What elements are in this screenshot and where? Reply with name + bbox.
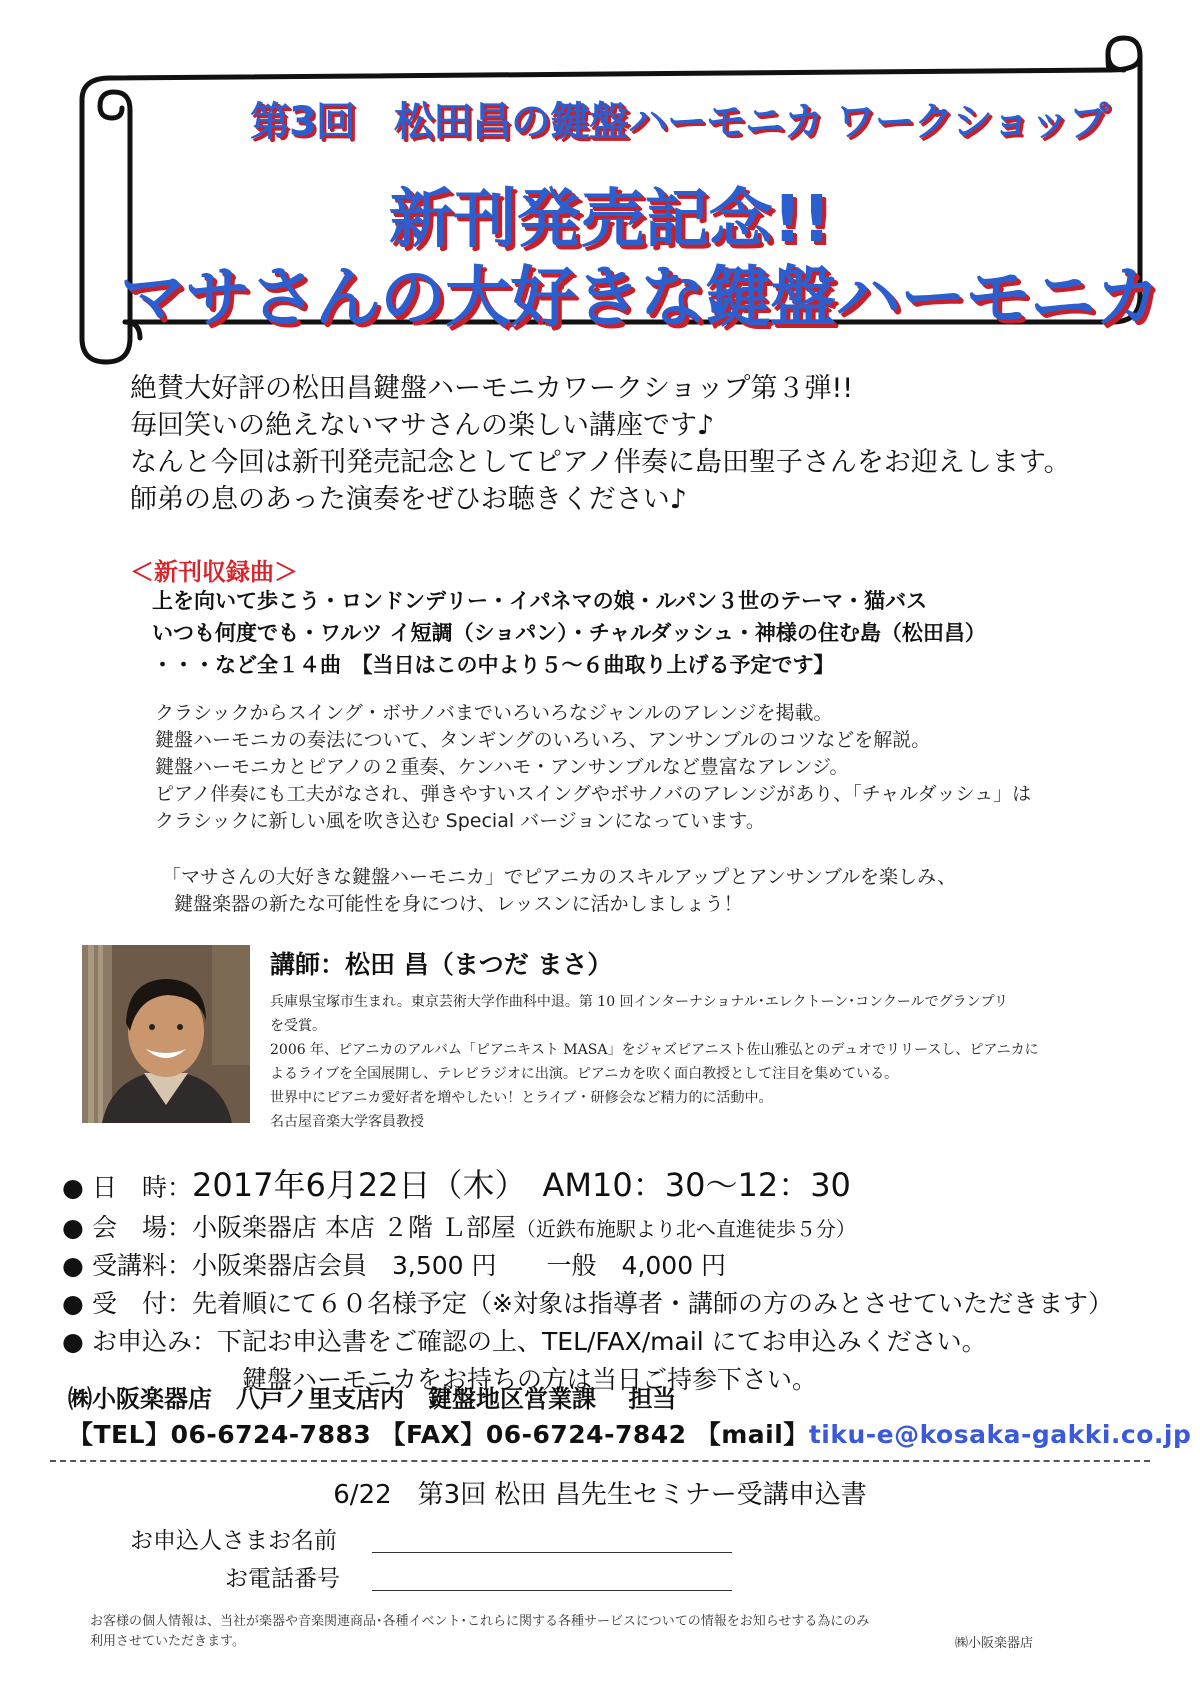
phone-field[interactable] [372, 1590, 732, 1591]
venue-label: 会 場： [92, 1213, 193, 1242]
headline-line1: 新刊発売記念!! [388, 183, 832, 257]
tel-number: 06-6724-7883 [170, 1420, 372, 1449]
lecturer-title: 講師：松田 昌（まつだ まさ） [270, 950, 613, 979]
song-line: 上を向いて歩こう・ロンドンデリー・イパネマの娘・ルパン３世のテーマ・猫バス [152, 589, 928, 613]
bio-line: 兵庫県宝塚市生まれ。東京芸術大学作曲科中退。第 10 回インターナショナル･エレクトーン･コンクールでグランプリ [270, 994, 1009, 1010]
intro-line: 毎回笑いの絶えないマサさんの楽しい講座です♪ [130, 410, 715, 441]
description-line: クラシックに新しい風を吹き込む Special バージョンになっています。 [155, 810, 765, 832]
info-date-row [62, 1160, 851, 1204]
intro-text [130, 370, 1130, 518]
summary-text [162, 864, 1162, 918]
mail-address: tiku-e@kosaka-gakki.co.jp [808, 1420, 1192, 1449]
fax-number: 06-6724-7842 [485, 1420, 687, 1449]
fee-label: 受講料： [92, 1251, 193, 1280]
description-line: 鍵盤ハーモニカとピアノの２重奏、ケンハモ・アンサンブルなど豊富なアレンジ。 [155, 756, 849, 778]
bio-line: 世界中にピアニカ愛好者を増やしたい！とライブ・研修会など精力的に活動中。 [270, 1090, 773, 1106]
info-reception-row [62, 1284, 1113, 1320]
mail-label: 【mail】 [695, 1420, 809, 1449]
bullet: ● [62, 1213, 84, 1242]
bullet: ● [62, 1251, 84, 1280]
application-form-title: 6/22 第3回 松田 昌先生セミナー受講申込書 [333, 1480, 867, 1510]
intro-line: なんと今回は新刊発売記念としてピアノ伴奏に島田聖子さんをお迎えします。 [130, 447, 1071, 478]
bio-line: を受賞。 [270, 1018, 326, 1034]
song-line: いつも何度でも・ワルツ イ短調（ショパン）・チャルダッシュ・神様の住む島（松田昌） [152, 621, 986, 645]
name-field[interactable] [372, 1552, 732, 1553]
workshop-subtitle: 第3回 松田昌の鍵盤ハーモニカ ワークショップ [250, 99, 1108, 145]
bullet: ● [62, 1173, 84, 1202]
bio-line: よるライブを全国展開し、テレビラジオに出演。ピアニカを吹く面白教授として注目を集めている。 [270, 1066, 899, 1082]
privacy-line: 利用させていただきます。 [90, 1634, 245, 1649]
venue-value: 小阪楽器店 本店 ２階 Ｌ部屋 [192, 1213, 516, 1242]
description-line: ピアノ伴奏にも工夫がなされ、弾きやすいスイングやボサノバのアレンジがあり、「チャルダッシュ」は [155, 783, 1032, 805]
tel-label: 【TEL】 [68, 1420, 171, 1449]
date-value: 2017年6月22日（木） AM10：30～12：30 [192, 1166, 851, 1204]
fee-value: 小阪楽器店会員 3,500 円 一般 4,000 円 [192, 1251, 727, 1280]
description-line: 鍵盤ハーモニカの奏法について、タンギングのいろいろ、アンサンブルのコツなどを解説。 [155, 729, 931, 751]
phone-label: お電話番号 [225, 1566, 340, 1592]
book-description [155, 700, 1165, 835]
privacy-line: お客様の個人情報は、当社が楽器や音楽関連商品･各種イベント･これらに関する各種サービスについての情報をお知らせする為にのみ [90, 1614, 870, 1629]
venue-note: （近鉄布施駅より北へ直進徒歩５分） [515, 1217, 856, 1241]
name-label: お申込人さまお名前 [130, 1528, 337, 1554]
apply-value: 下記お申込書をご確認の上、TEL/FAX/mail にてお申込みください。 [217, 1327, 987, 1356]
description-line: クラシックからスイング・ボサノバまでいろいろなジャンルのアレンジを掲載。 [155, 702, 833, 724]
songs-heading: ＜新刊収録曲＞ [130, 558, 298, 586]
bio-line: 名古屋音楽大学客員教授 [270, 1114, 424, 1130]
contact-department: ㈱小阪楽器店 八戸ノ里支店内 鍵盤地区営業課 担当 [68, 1385, 677, 1413]
reception-label: 受 付： [92, 1289, 193, 1318]
lecturer-photo [82, 945, 250, 1123]
info-fee-row [62, 1246, 726, 1282]
summary-line: 「マサさんの大好きな鍵盤ハーモニカ」でピアニカのスキルアップとアンサンブルを楽しみ、 [162, 866, 957, 888]
date-label: 日 時： [92, 1173, 193, 1202]
song-line: ・・・など全１４曲 【当日はこの中より５～６曲取り上げる予定です】 [152, 653, 835, 677]
company-name: ㈱小阪楽器店 [955, 1636, 1034, 1651]
bullet: ● [62, 1327, 84, 1356]
intro-line: 師弟の息のあった演奏をぜひお聴きください♪ [130, 484, 687, 515]
lecturer-bio [270, 990, 1150, 1134]
contact-details [68, 1415, 1191, 1451]
info-venue-row [62, 1208, 856, 1244]
summary-line: 鍵盤楽器の新たな可能性を身につけ、レッスンに活かしましょう！ [174, 893, 743, 915]
apply-label: お申込み： [92, 1327, 218, 1356]
song-list [152, 585, 1162, 681]
reception-value: 先着順にて６０名様予定（※対象は指導者・講師の方のみとさせていただきます） [192, 1289, 1113, 1318]
fax-label: 【FAX】 [380, 1420, 486, 1449]
info-apply-row [62, 1322, 987, 1358]
bullet: ● [62, 1289, 84, 1318]
intro-line: 絶賛大好評の松田昌鍵盤ハーモニカワークショップ第３弾!! [130, 373, 854, 404]
bio-line: 2006 年、ピアニカのアルバム「ピアニキスト MASA」をジャズピアニスト佐山雅弘とのデュオでリリースし、ピアニカに [270, 1042, 1039, 1058]
bring-note: 鍵盤ハーモニカをお持ちの方は当日ご持参下さい。 [242, 1365, 818, 1394]
cut-line-divider [50, 1460, 1150, 1462]
headline-line2: マサさんの大好きな鍵盤ハーモニカ [120, 259, 1160, 336]
